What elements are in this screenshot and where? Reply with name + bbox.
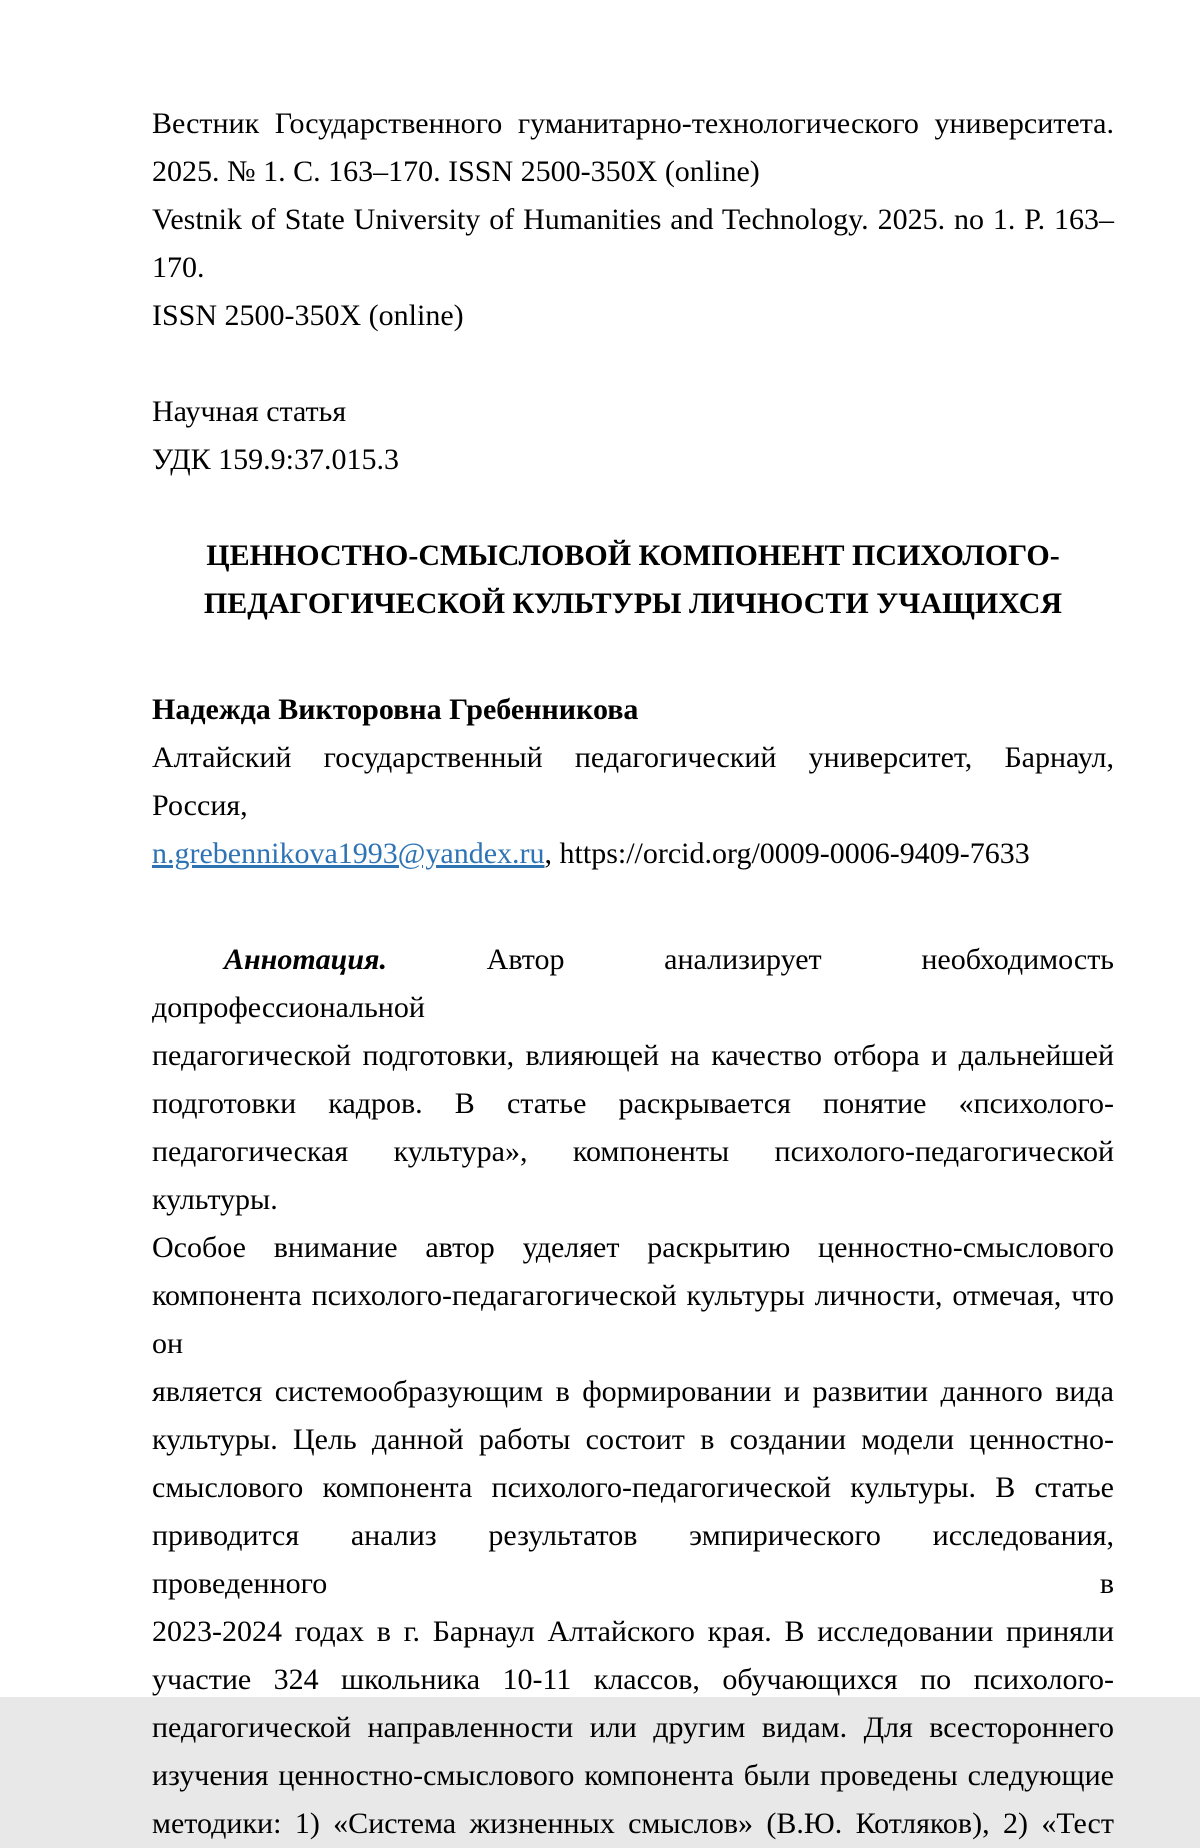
- article-type: Научная статья: [152, 395, 347, 428]
- abstract-line: методики: 1) «Система жизненных смыслов» (В.Ю. Котляков), 2) «Тест: [152, 1807, 1114, 1840]
- abstract-line: компонента психолого-педагагогической культуры личности, отмечая, что он: [152, 1279, 1114, 1360]
- abstract-line: педагогической направленности или другим видам. Для всестороннего: [152, 1711, 1114, 1744]
- abstract-line: изучения ценностно-смыслового компонента были проведены следующие: [152, 1759, 1114, 1792]
- page-content: [152, 100, 1114, 1848]
- journal-header-ru-line1: Вестник Государственного гуманитарно-технологического университета.: [152, 107, 1114, 140]
- article-title-line1: ЦЕННОСТНО-СМЫСЛОВОЙ КОМПОНЕНТ ПСИХОЛОГО-: [206, 539, 1060, 572]
- abstract-line: педагогической подготовки, влияющей на качество отбора и дальнейшей: [152, 1039, 1114, 1072]
- spacer: [152, 484, 1114, 532]
- author-email-link[interactable]: n.grebennikova1993@yandex.ru: [152, 837, 545, 870]
- spacer: [152, 340, 1114, 388]
- abstract-line: подготовки кадров. В статье раскрывается понятие «психолого-: [152, 1087, 1114, 1120]
- article-meta: [152, 388, 1114, 484]
- abstract-line: [152, 936, 1114, 1032]
- article-title-line2: ПЕДАГОГИЧЕСКОЙ КУЛЬТУРЫ ЛИЧНОСТИ УЧАЩИХСЯ: [203, 587, 1063, 620]
- author-orcid-text: , https://orcid.org/0009-0006-9409-7633: [544, 837, 1030, 870]
- journal-header-en: [152, 196, 1114, 340]
- author-contacts: [152, 830, 1114, 878]
- abstract-label: Аннотация.: [224, 943, 387, 976]
- abstract-line: Особое внимание автор уделяет раскрытию ценностно-смыслового: [152, 1231, 1114, 1264]
- abstract-line: 2023-2024 годах в г. Барнаул Алтайского края. В исследовании приняли: [152, 1615, 1114, 1648]
- author-block: [152, 686, 1114, 878]
- article-title: [152, 532, 1114, 628]
- udc-code: УДК 159.9:37.015.3: [152, 443, 400, 476]
- abstract-block: [152, 936, 1114, 1848]
- abstract-line: является системообразующим в формировании и развитии данного вида: [152, 1375, 1114, 1408]
- journal-header-en-line1: Vestnik of State University of Humanities and Technology. 2025. no 1. P. 163–170.: [152, 203, 1114, 284]
- abstract-line: участие 324 школьника 10-11 классов, обучающихся по психолого-: [152, 1663, 1114, 1696]
- journal-header-ru: [152, 100, 1114, 196]
- spacer: [152, 628, 1114, 686]
- abstract-line: культуры. Цель данной работы состоит в создании модели ценностно-: [152, 1423, 1114, 1456]
- author-name: Надежда Викторовна Гребенникова: [152, 693, 639, 726]
- abstract-line: приводится анализ результатов эмпирического исследования, проведенного в: [152, 1519, 1114, 1600]
- journal-header-en-line2: ISSN 2500-350X (online): [152, 299, 464, 332]
- abstract-line: педагогическая культура», компоненты психолого-педагогической культуры.: [152, 1135, 1114, 1216]
- author-affiliation: Алтайский государственный педагогический университет, Барнаул, Россия,: [152, 741, 1114, 822]
- spacer: [152, 878, 1114, 936]
- journal-header-ru-line2: 2025. № 1. С. 163–170. ISSN 2500-350X (online): [152, 155, 760, 188]
- abstract-line-text: Автор анализирует необходимость допрофессиональной: [152, 943, 1114, 1024]
- abstract-line: смыслового компонента психолого-педагогической культуры. В статье: [152, 1471, 1114, 1504]
